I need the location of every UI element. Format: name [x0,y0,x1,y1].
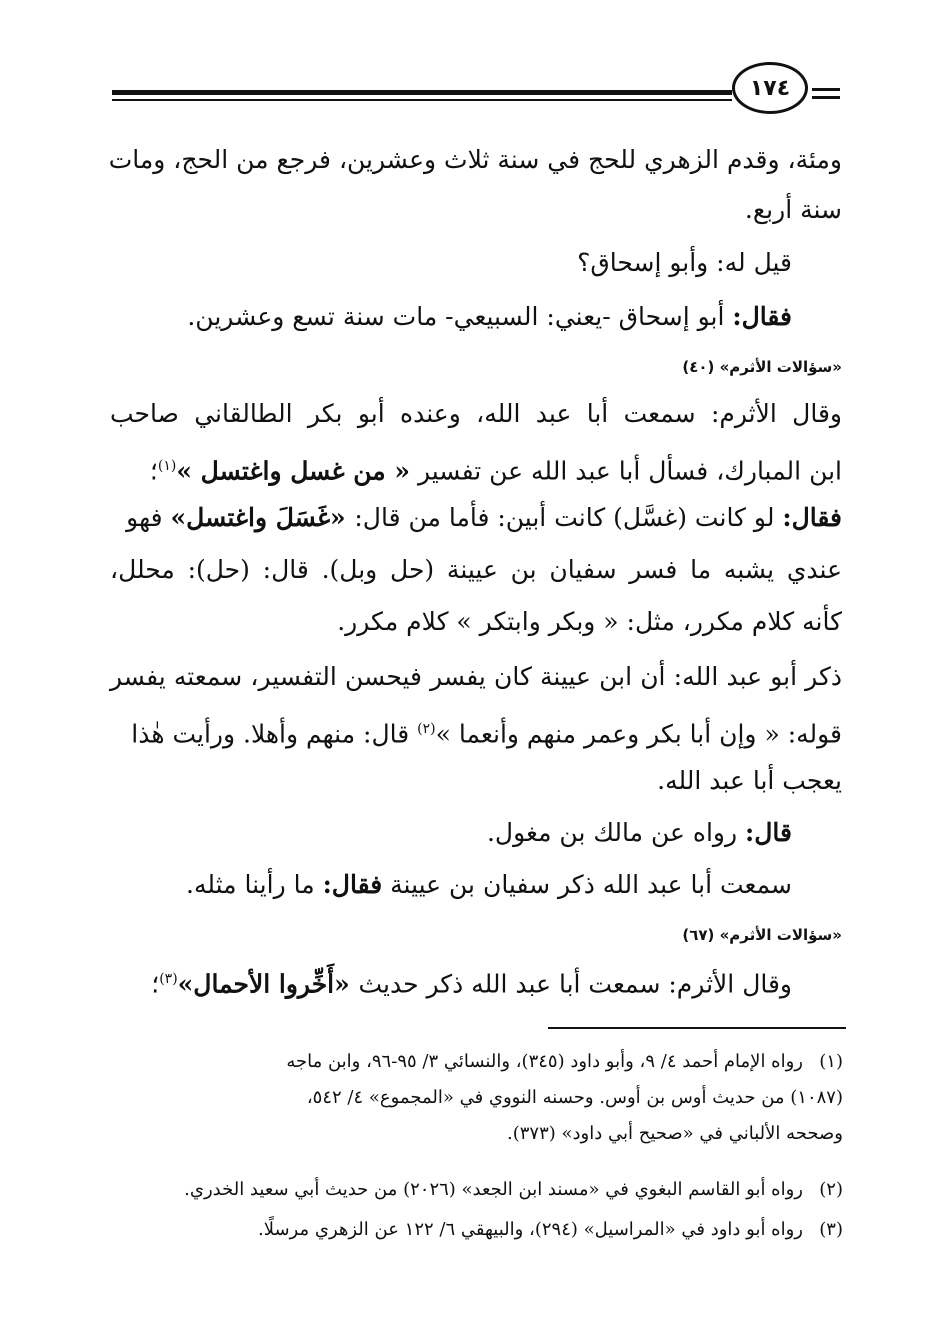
footnote-ref[interactable]: (١) [157,458,177,474]
text-line [151,962,792,1001]
text-span: رواه عن مالك بن مغول. [486,818,746,847]
footnote-ref[interactable]: (٣) [159,971,178,987]
text-span: ما رأينا مثله. [186,870,323,899]
text-span: سمعت أبا عبد الله ذكر سفيان بن عيينة [382,870,792,899]
text-line: سنة أربع. [744,195,842,224]
text-line: يعجب أبا عبد الله. [657,766,842,795]
text-line [131,712,842,751]
source-citation: «سؤالات الأثرم» (٦٧) [682,926,842,944]
text-line [126,501,842,535]
footnote-separator [548,1027,846,1029]
source-citation: «سؤالات الأثرم» (٤٠) [682,358,842,376]
footnote-number: (١) [819,1051,843,1072]
footnote-ref[interactable]: (٢) [417,721,436,737]
header-rule-tail [812,88,840,91]
text-span: فهو [126,503,171,532]
text-span: أبو إسحاق -يعني: السبيعي- مات سنة تسع وعشرين. [187,302,733,331]
footnote-text: رواه أبو القاسم البغوي في «مسند ابن الجعد» (٢٠٢٦) من حديث أبي سعيد الخدري. [184,1179,803,1200]
text-span: وقال الأثرم: سمعت أبا عبد الله ذكر حديث [358,969,792,999]
quoted-phrase: «غَسَلَ واغتسل» [170,503,355,532]
text-line: عندي يشبه ما فسر سفيان بن عيينة (حل وبل). قال: (حل): محلل، [110,555,842,584]
text-span: قال: منهم وأهلا. ورأيت هٰذا [131,719,418,749]
quoted-hadith: «أَخِّروا الأحمال» [177,969,359,999]
page-number: ١٧٤ [732,62,808,114]
text-span: ؛ [151,969,160,999]
text-line: وقال الأثرم: سمعت أبا عبد الله، وعنده أبو بكر الطالقاني صاحب [110,399,842,428]
footnote-3 [258,1216,843,1244]
footnote-1-cont: وصححه الألباني في «صحيح أبي داود» (٣٧٣). [507,1123,843,1144]
text-line [150,449,842,488]
quoted-hadith: « من غسل واغتسل » [176,456,410,486]
text-span: ؛ [149,456,158,486]
footnote-1-cont: (١٠٨٧) من حديث أوس بن أوس. وحسنه النووي في «المجموع» ٤/ ٥٤٢، [306,1087,843,1108]
text-line [487,816,792,850]
speaker-label: قال: [745,818,792,847]
header-rule-thick [112,90,732,95]
text-span: قوله: « وإن أبا بكر وعمر منهم وأنعما » [435,719,842,749]
footnote-1 [286,1048,843,1076]
header-rule-tail [812,96,840,99]
text-span: لو كانت (غسَّل) كانت أبين: فأما من قال: [354,503,783,532]
text-line: قيل له: وأبو إسحاق؟ [577,248,792,277]
footnote-number: (٢) [819,1179,843,1200]
text-span: ابن المبارك، فسأل أبا عبد الله عن تفسير [417,456,842,486]
speaker-label: فقال: [732,302,792,331]
footnote-number: (٣) [819,1219,843,1240]
speaker-label: فقال: [782,503,842,532]
text-line: كأنه كلام مكرر، مثل: « وبكر وابتكر » كلام مكرر. [337,607,842,636]
text-line [186,868,792,902]
footnote-text: رواه أبو داود في «المراسيل» (٢٩٤)، والبيهقي ٦/ ١٢٢ عن الزهري مرسلًا. [258,1219,803,1240]
text-line: ومئة، وقدم الزهري للحج في سنة ثلاث وعشرين، فرجع من الحج، ومات [108,145,842,174]
speaker-label: فقال: [322,870,383,899]
text-line [187,300,792,334]
text-line: ذكر أبو عبد الله: أن ابن عيينة كان يفسر فيحسن التفسير، سمعته يفسر [110,662,842,691]
footnote-2 [184,1176,843,1204]
header-rule-thin [112,99,732,101]
footnote-text: رواه الإمام أحمد ٤/ ٩، وأبو داود (٣٤٥)، والنسائي ٣/ ٩٥-٩٦، وابن ماجه [286,1051,803,1072]
